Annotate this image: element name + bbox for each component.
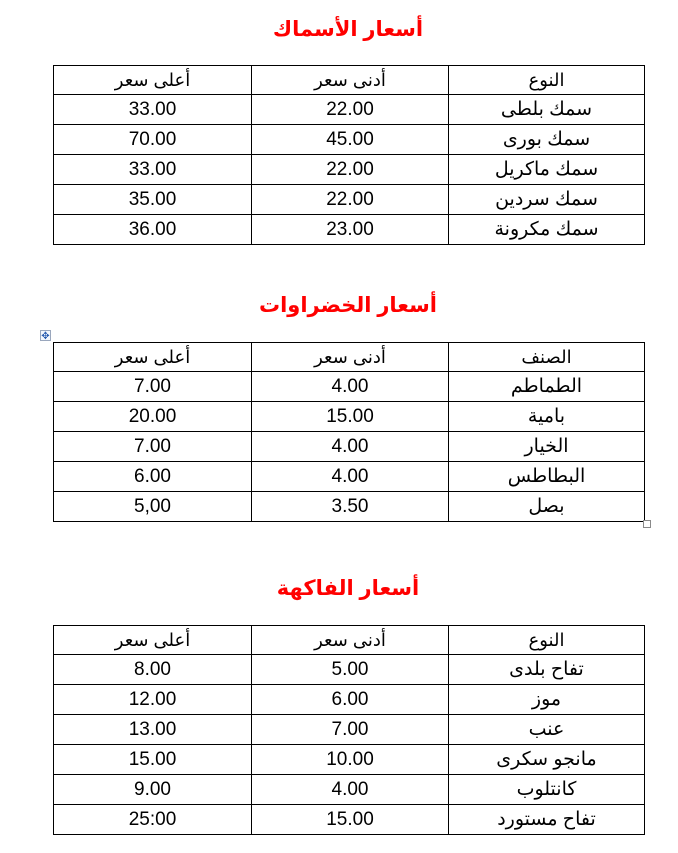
item-name[interactable]: بامية: [449, 402, 645, 432]
min-price[interactable]: 7.00: [252, 715, 449, 745]
min-price[interactable]: 15.00: [252, 402, 449, 432]
table-row: [54, 432, 645, 462]
max-price[interactable]: 5,00: [54, 492, 252, 522]
min-price[interactable]: 15.00: [252, 805, 449, 835]
item-name[interactable]: الطماطم: [449, 372, 645, 402]
item-name[interactable]: تفاح مستورد: [449, 805, 645, 835]
min-price[interactable]: 45.00: [252, 125, 449, 155]
item-name[interactable]: موز: [449, 685, 645, 715]
table-header-row: [54, 66, 645, 95]
max-price[interactable]: 9.00: [54, 775, 252, 805]
table-row: [54, 185, 645, 215]
header-min-price[interactable]: أدنى سعر: [252, 626, 449, 655]
min-price[interactable]: 22.00: [252, 155, 449, 185]
max-price[interactable]: 35.00: [54, 185, 252, 215]
min-price[interactable]: 22.00: [252, 95, 449, 125]
max-price[interactable]: 8.00: [54, 655, 252, 685]
min-price[interactable]: 22.00: [252, 185, 449, 215]
header-min-price[interactable]: أدنى سعر: [252, 343, 449, 372]
item-name[interactable]: بصل: [449, 492, 645, 522]
table-move-handle-icon[interactable]: ✥: [41, 331, 50, 342]
max-price[interactable]: 25:00: [54, 805, 252, 835]
max-price[interactable]: 13.00: [54, 715, 252, 745]
item-name[interactable]: سمك مكرونة: [449, 215, 645, 245]
fish-prices-table: [53, 65, 645, 245]
item-name[interactable]: سمك بلطى: [449, 95, 645, 125]
max-price[interactable]: 7.00: [54, 432, 252, 462]
max-price[interactable]: 70.00: [54, 125, 252, 155]
table-row: [54, 125, 645, 155]
table-row: [54, 402, 645, 432]
table-row: [54, 685, 645, 715]
fruit-prices-table: [53, 625, 645, 835]
item-name[interactable]: مانجو سكرى: [449, 745, 645, 775]
table-resize-handle[interactable]: [643, 520, 651, 528]
min-price[interactable]: 6.00: [252, 685, 449, 715]
table-row: [54, 655, 645, 685]
item-name[interactable]: عنب: [449, 715, 645, 745]
table-row: [54, 462, 645, 492]
max-price[interactable]: 33.00: [54, 95, 252, 125]
max-price[interactable]: 12.00: [54, 685, 252, 715]
table-row: [54, 492, 645, 522]
item-name[interactable]: سمك بورى: [449, 125, 645, 155]
header-max-price[interactable]: أعلى سعر: [54, 626, 252, 655]
min-price[interactable]: 23.00: [252, 215, 449, 245]
max-price[interactable]: 20.00: [54, 402, 252, 432]
header-min-price[interactable]: أدنى سعر: [252, 66, 449, 95]
item-name[interactable]: تفاح بلدى: [449, 655, 645, 685]
table-row: [54, 745, 645, 775]
table-row: [54, 215, 645, 245]
max-price[interactable]: 7.00: [54, 372, 252, 402]
table-row: [54, 95, 645, 125]
vegetable-prices-table: [53, 342, 645, 522]
min-price[interactable]: 10.00: [252, 745, 449, 775]
max-price[interactable]: 15.00: [54, 745, 252, 775]
min-price[interactable]: 4.00: [252, 462, 449, 492]
min-price[interactable]: 5.00: [252, 655, 449, 685]
min-price[interactable]: 4.00: [252, 432, 449, 462]
item-name[interactable]: سمك سردين: [449, 185, 645, 215]
table-header-row: [54, 343, 645, 372]
header-max-price[interactable]: أعلى سعر: [54, 66, 252, 95]
item-name[interactable]: كانتلوب: [449, 775, 645, 805]
table-row: [54, 372, 645, 402]
table-row: [54, 715, 645, 745]
fish-prices-title: أسعار الأسماك: [272, 18, 424, 41]
table-row: [54, 805, 645, 835]
max-price[interactable]: 36.00: [54, 215, 252, 245]
header-category[interactable]: الصنف: [449, 343, 645, 372]
table-row: [54, 155, 645, 185]
table-row: [54, 775, 645, 805]
table-header-row: [54, 626, 645, 655]
header-type[interactable]: النوع: [449, 626, 645, 655]
max-price[interactable]: 33.00: [54, 155, 252, 185]
max-price[interactable]: 6.00: [54, 462, 252, 492]
fruit-prices-title: أسعار الفاكهة: [276, 577, 420, 600]
item-name[interactable]: سمك ماكريل: [449, 155, 645, 185]
header-max-price[interactable]: أعلى سعر: [54, 343, 252, 372]
header-type[interactable]: النوع: [449, 66, 645, 95]
item-name[interactable]: الخيار: [449, 432, 645, 462]
min-price[interactable]: 4.00: [252, 372, 449, 402]
vegetable-prices-title: أسعار الخضراوات: [258, 294, 438, 317]
min-price[interactable]: 4.00: [252, 775, 449, 805]
item-name[interactable]: البطاطس: [449, 462, 645, 492]
min-price[interactable]: 3.50: [252, 492, 449, 522]
